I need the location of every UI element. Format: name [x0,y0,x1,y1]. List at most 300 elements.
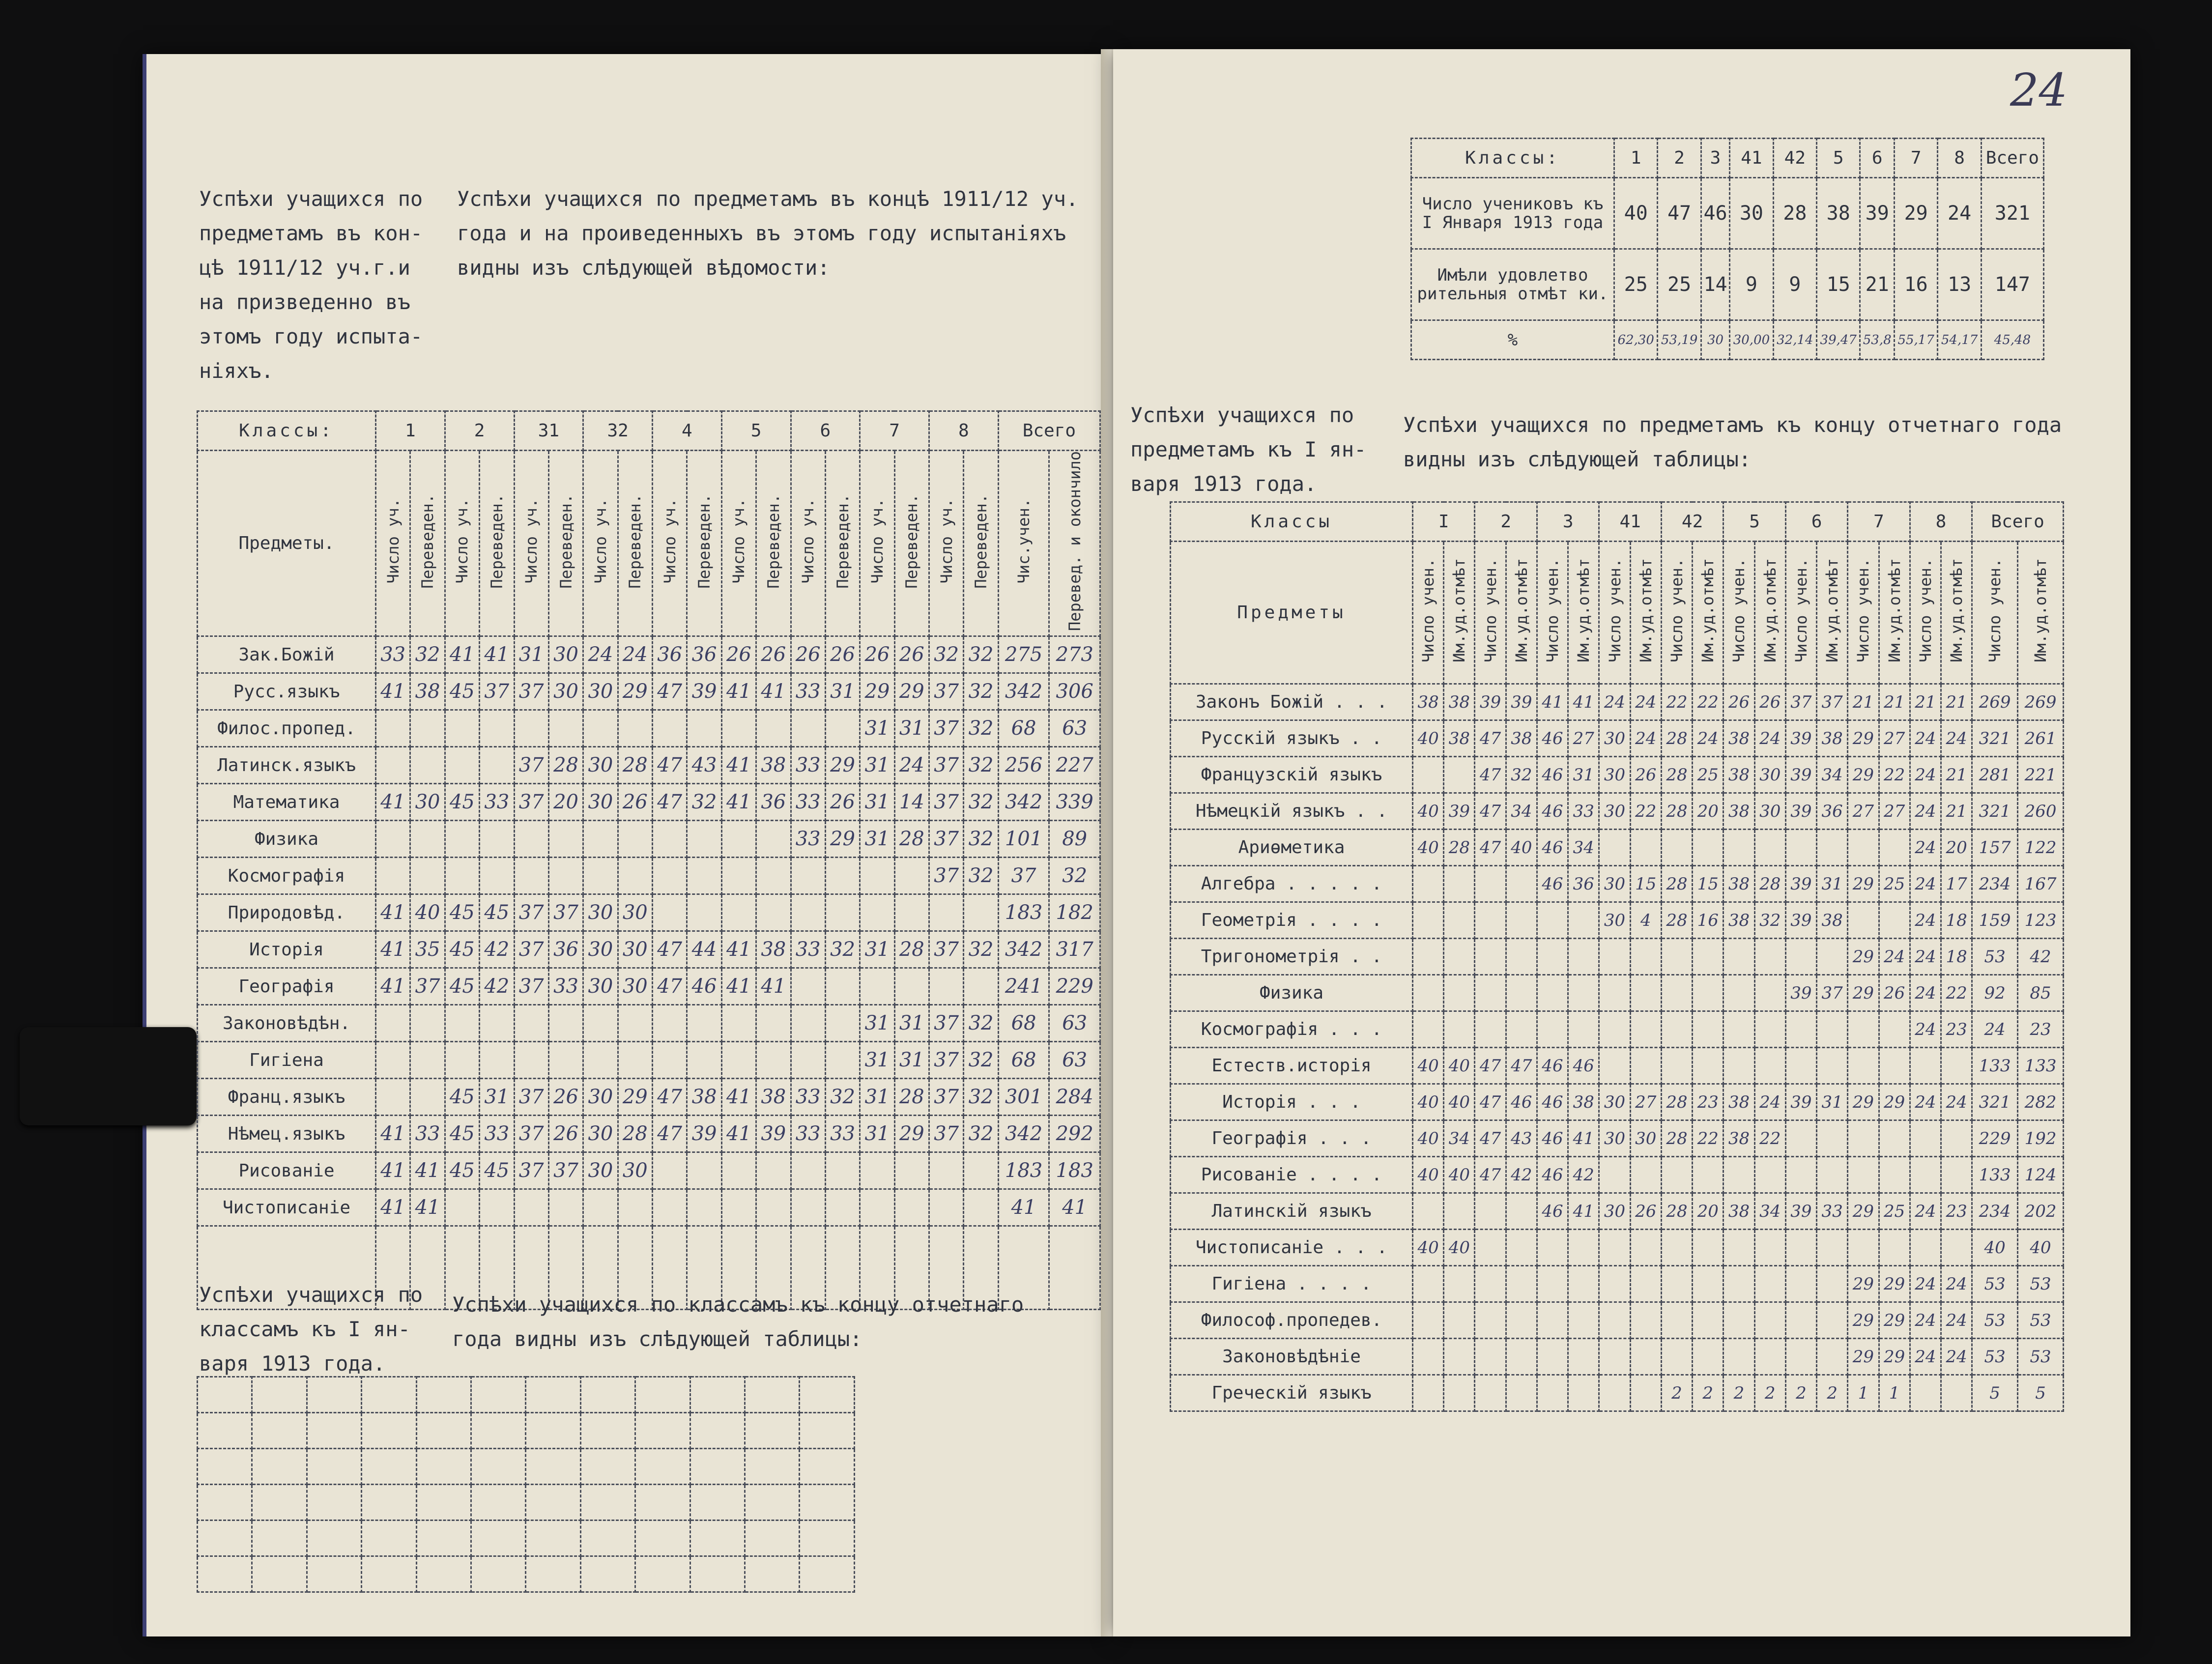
table2-value-cell: 34 [1754,1193,1785,1230]
table1-value-cell: 63 [1049,1042,1100,1079]
table1-value-cell: 41 [756,968,791,1005]
table2-value-cell: 29 [1879,1339,1910,1375]
table2-value-cell: 41 [1568,1193,1599,1230]
summary-row-label: Имѣли удовлетво рительныя отмѣт ки. [1411,249,1614,320]
table2-value-cell: 261 [2018,720,2064,757]
table2-subheader-label: Число учен. [1605,558,1624,662]
table1-value-cell: 28 [618,747,652,784]
blank-grid-cell [416,1449,471,1485]
blank-grid-cell [635,1521,690,1556]
table1-value-cell [721,821,756,858]
table2-subject-name: Гигіена . . . . [1171,1266,1413,1302]
table2-value-cell: 29 [1848,866,1879,902]
table2-value-cell: 28 [1754,866,1785,902]
blank-grid-cell [307,1521,361,1556]
table1-value-cell: 26 [548,1116,583,1152]
table1-value-cell [445,1005,479,1042]
table1-row [198,1116,1100,1152]
table2-value-cell: 43 [1506,1120,1537,1157]
table1-value-cell: 30 [548,673,583,710]
table2-value-cell: 2 [1693,1375,1724,1411]
table1-value-cell [860,894,894,931]
table1-value-cell [687,1152,721,1189]
table1-value-cell: 30 [583,1079,618,1116]
table2-class-header: 6 [1785,502,1847,542]
table1-value-cell: 41 [721,931,756,968]
table2-value-cell: 36 [1817,793,1848,830]
table2-value-cell: 22 [1754,1120,1785,1157]
table2-value-cell [1475,1266,1506,1302]
table2-subheader-label: Им.уд.отмѣт [1760,558,1780,662]
table2-total-label: Всего [1972,502,2064,542]
table2-value-cell [1568,902,1599,939]
table1-subheader-cell [618,451,652,636]
summary-value-cell: 28 [1773,178,1816,249]
blank-grid-cell [307,1413,361,1449]
blank-grid-cell [526,1449,580,1485]
table2-value-cell [1754,830,1785,866]
blank-grid-cell [635,1485,690,1521]
table2-value-cell [1444,1375,1475,1411]
table1-value-cell: 37 [929,1116,964,1152]
table1-value-cell [410,1005,445,1042]
table2-value-cell [1413,757,1444,793]
table2-value-cell [1848,902,1879,939]
table1-subheader-label: Переведен. [902,493,921,589]
table2-value-cell [1785,1230,1816,1266]
table2-value-cell [1506,1302,1537,1339]
table1-value-cell: 45 [445,1079,479,1116]
table2-value-cell: 20 [1941,830,1972,866]
table1-subheader-label: Число уч. [867,498,887,584]
table2-subject-name: Французскій языкъ [1171,757,1413,793]
table2-value-cell: 34 [1817,757,1848,793]
table2-value-cell: 33 [1568,793,1599,830]
table2-subject-name: Географія . . . [1171,1120,1413,1157]
table1-value-cell: 342 [998,673,1049,710]
table1-value-cell: 30 [583,1116,618,1152]
table1-value-cell: 47 [653,747,687,784]
table1-value-cell: 41 [1049,1189,1100,1226]
table2-value-cell [1506,866,1537,902]
table1-value-cell: 41 [376,784,410,821]
table2-value-cell [1785,1048,1816,1084]
table1-value-cell [894,858,929,894]
blank-grid-cell [252,1377,307,1413]
table1-value-cell: 32 [964,1079,998,1116]
table2-value-cell: 22 [1941,975,1972,1011]
table2-value-cell: 23 [1693,1084,1724,1120]
summary-value-cell: 25 [1614,249,1658,320]
table2-value-cell: 2 [1754,1375,1785,1411]
table2-value-cell: 29 [1848,1193,1879,1230]
blank-grid-cell [416,1413,471,1449]
table2-value-cell [1941,1048,1972,1084]
blank-grid-cell [416,1521,471,1556]
table1-value-cell: 32 [964,931,998,968]
table2-value-cell [1785,1157,1816,1193]
table2-subject-name: Русскій языкъ . . [1171,720,1413,757]
table1-value-cell: 31 [894,1005,929,1042]
table1-value-cell: 183 [1049,1152,1100,1189]
table2-value-cell: 31 [1817,866,1848,902]
table2-value-cell [1754,939,1785,975]
table1-value-cell: 41 [376,968,410,1005]
table2-value-cell [1754,1157,1785,1193]
table2-value-cell: 321 [1972,1084,2018,1120]
table1-value-cell: 30 [583,673,618,710]
table2-value-cell: 26 [1754,684,1785,720]
table1-value-cell [687,710,721,747]
table1-value-cell: 29 [894,1116,929,1152]
summary-value-cell: 53,8 [1860,320,1895,360]
table1-subheader-cell [548,451,583,636]
table2-subheader-label: Число учен. [1985,558,2005,662]
table2-value-cell: 24 [1910,902,1941,939]
table1-value-cell [756,821,791,858]
summary-value-cell: 45,48 [1981,320,2043,360]
table2-value-cell: 24 [1693,720,1724,757]
table1-value-cell [721,1189,756,1226]
table2-value-cell [1630,939,1661,975]
table2-value-cell: 39 [1785,793,1816,830]
table2-value-cell: 28 [1661,1120,1692,1157]
table2-value-cell: 29 [1848,720,1879,757]
table2-value-cell [1413,1375,1444,1411]
table2-value-cell [1817,1230,1848,1266]
table1-value-cell: 182 [1049,894,1100,931]
table1-value-cell: 37 [548,1152,583,1189]
table1-subheader-label: Число уч. [383,498,402,584]
table1-subheader-cell [583,451,618,636]
table2-value-cell [1630,1266,1661,1302]
table2-value-cell: 1 [1848,1375,1879,1411]
table2-value-cell [1630,1375,1661,1411]
table2-value-cell [1413,902,1444,939]
table1-value-cell: 42 [480,968,514,1005]
blank-grid-cell [416,1377,471,1413]
table1-subheader-cell [825,451,860,636]
table2-value-cell [1693,1302,1724,1339]
table1-value-cell: 45 [480,894,514,931]
table1-class-4: 4 [653,411,722,451]
right-intro: Успѣхи учащихся по предметамъ къ концу отчетнаго года видны изъ слѣдующей таблицы: [1403,413,2062,471]
table2-value-cell: 30 [1754,757,1785,793]
table1-value-cell [825,1042,860,1079]
table2-value-cell: 46 [1537,720,1568,757]
table1-value-cell: 37 [998,858,1049,894]
table1-value-cell: 26 [756,636,791,673]
table1-value-cell: 38 [756,931,791,968]
table1-value-cell: 29 [825,747,860,784]
table2-subject-name: Латинскій языкъ [1171,1193,1413,1230]
table2-subheader-cell [1724,542,1754,684]
blank-grid-cell [526,1377,580,1413]
table2-value-cell [1475,1230,1506,1266]
table2-value-cell: 39 [1785,1084,1816,1120]
table2-row [1171,939,2064,975]
table2-value-cell: 30 [1599,902,1630,939]
table2-value-cell: 47 [1475,1048,1506,1084]
table2-value-cell: 20 [1693,793,1724,830]
blank-grid-cell [471,1413,526,1449]
table2-value-cell: 23 [1941,1193,1972,1230]
table1-total-subheader-cell [1049,451,1100,636]
table2-value-cell: 40 [1413,1120,1444,1157]
table2-subheader-cell [1941,542,1972,684]
table1-value-cell: 41 [721,784,756,821]
table2-value-cell: 321 [1972,720,2018,757]
table2-value-cell: 31 [1568,757,1599,793]
table1-total-label: Всего [998,411,1100,451]
blank-grid-cell [580,1377,635,1413]
table2-value-cell: 29 [1848,939,1879,975]
blank-grid-cell [635,1449,690,1485]
blank-grid-cell [252,1485,307,1521]
table2-value-cell: 40 [1506,830,1537,866]
table2-value-cell [1661,830,1692,866]
table2-value-cell: 234 [1972,866,2018,902]
table2-value-cell: 24 [1754,1084,1785,1120]
table2-value-cell: 47 [1475,757,1506,793]
table1-subject-name: Зак.Божій [198,636,376,673]
table2-subheader-cell [1754,542,1785,684]
table2-value-cell: 38 [1413,684,1444,720]
table1-value-cell: 36 [687,636,721,673]
table2-value-cell [1599,1230,1630,1266]
table1-value-cell [687,858,721,894]
blank-grid-row [198,1413,855,1449]
table2-value-cell [1444,757,1475,793]
table2-value-cell: 40 [1413,720,1444,757]
table1-row [198,894,1100,931]
table2-value-cell [1910,1375,1941,1411]
table1-subheader-label: Число уч. [453,498,472,584]
table2-value-cell [1475,939,1506,975]
table2-subheader-label: Им.уд.отмѣт [1450,558,1469,662]
table2-value-cell [1817,1120,1848,1157]
table2-value-cell: 47 [1475,1084,1506,1120]
table2-value-cell: 38 [1724,793,1754,830]
table1-value-cell: 29 [618,1079,652,1116]
table2-value-cell [1817,939,1848,975]
table1-value-cell: 31 [894,710,929,747]
table2-value-cell: 24 [1910,866,1941,902]
table2-value-cell [1630,1048,1661,1084]
table1-subject-name: Гигіена [198,1042,376,1079]
table1-value-cell: 31 [825,673,860,710]
table2-value-cell [1506,975,1537,1011]
table2-value-cell [1475,975,1506,1011]
table1-value-cell: 26 [825,784,860,821]
table2-value-cell: 40 [2018,1230,2064,1266]
table1-subheader-cell [480,451,514,636]
blank-grid-cell [526,1413,580,1449]
table1-value-cell [583,710,618,747]
table1-value-cell: 30 [583,894,618,931]
table2-value-cell: 24 [1910,830,1941,866]
table1-value-cell: 32 [687,784,721,821]
table1-class-6: 6 [791,411,860,451]
summary-value-cell: 29 [1894,178,1937,249]
table1-value-cell: 35 [410,931,445,968]
table1-subheader-cell [687,451,721,636]
table2-value-cell: 36 [1568,866,1599,902]
table1-value-cell: 45 [480,1152,514,1189]
table2-value-cell [1599,1011,1630,1048]
table2-value-cell [1630,1230,1661,1266]
table2-value-cell: 38 [1724,902,1754,939]
table2-value-cell: 29 [1879,1084,1910,1120]
table2-value-cell: 27 [1630,1084,1661,1120]
table1-value-cell [791,1042,825,1079]
table2-subheader-cell [1599,542,1630,684]
blank-grid-cell [362,1449,416,1485]
table2-value-cell: 53 [2018,1266,2064,1302]
table1-value-cell [894,1152,929,1189]
table2-value-cell [1506,1230,1537,1266]
table2-subheader-cell [1910,542,1941,684]
table2-value-cell: 37 [1785,684,1816,720]
table1-value-cell: 28 [618,1116,652,1152]
blank-grid-cell [471,1521,526,1556]
table2-value-cell: 47 [1475,720,1506,757]
table2-value-cell [1661,1048,1692,1084]
table2-value-cell: 34 [1568,830,1599,866]
table1-subheader-label: Переведен. [626,493,645,589]
table2-value-cell: 47 [1475,830,1506,866]
blank-grid-cell [745,1449,800,1485]
table2-value-cell: 21 [1848,684,1879,720]
blank-grid-row [198,1556,855,1592]
table2-value-cell: 18 [1941,902,1972,939]
table1-value-cell: 32 [964,1005,998,1042]
table2-subheader-label: Число учен. [1916,558,1935,662]
table2-value-cell [1724,1266,1754,1302]
table2-value-cell [1537,1339,1568,1375]
table1-value-cell [445,710,479,747]
table2-value-cell: 24 [1910,1193,1941,1230]
table2-value-cell: 23 [2018,1011,2064,1048]
table1-value-cell [929,968,964,1005]
table1-value-cell: 40 [410,894,445,931]
table1-value-cell [653,894,687,931]
table1-value-cell: 29 [894,673,929,710]
table2-subheader-cell [1848,542,1879,684]
table2-value-cell [1630,1339,1661,1375]
table2-value-cell [1661,1230,1692,1266]
blank-grid-cell [198,1377,252,1413]
table1-value-cell: 33 [791,747,825,784]
table2-value-cell [1754,1266,1785,1302]
table1-value-cell [825,1189,860,1226]
table2-value-cell: 24 [1910,1266,1941,1302]
table2-value-cell: 29 [1879,1266,1910,1302]
table1-value-cell [618,858,652,894]
table1-value-cell [825,894,860,931]
table1-value-cell: 37 [514,1116,548,1152]
table1-value-cell: 31 [860,1116,894,1152]
summary-value-cell: 38 [1817,178,1860,249]
table1-value-cell [721,894,756,931]
blank-grid-row [198,1377,855,1413]
table1-value-cell: 256 [998,747,1049,784]
table2-value-cell [1444,1302,1475,1339]
table2-value-cell [1724,1011,1754,1048]
table1-value-cell: 292 [1049,1116,1100,1152]
table1-value-cell: 32 [825,1079,860,1116]
table2-value-cell [1568,939,1599,975]
table1-value-cell: 32 [964,784,998,821]
blank-grid-cell [690,1377,745,1413]
table1-subject-name: Филос.пропед. [198,710,376,747]
table2-subheader-label: Им.уд.отмѣт [1885,558,1904,662]
table2-value-cell: 30 [1599,1084,1630,1120]
table2-value-cell [1661,975,1692,1011]
table1-class-7: 7 [860,411,929,451]
left-blank-grid [197,1376,855,1593]
blank-grid-cell [580,1449,635,1485]
blank-grid-row [198,1485,855,1521]
table2-value-cell [1630,830,1661,866]
table2-value-cell: 29 [1848,1084,1879,1120]
table1-value-cell: 30 [618,968,652,1005]
table2-value-cell: 47 [1475,793,1506,830]
table1-value-cell: 41 [721,1079,756,1116]
table2-value-cell: 28 [1661,720,1692,757]
blank-grid-cell [800,1413,855,1449]
table2-value-cell [1724,1339,1754,1375]
table2-value-cell [1848,830,1879,866]
table2-row [1171,1157,2064,1193]
table2-value-cell [1879,1157,1910,1193]
table1-value-cell: 68 [998,1042,1049,1079]
blank-grid-cell [635,1413,690,1449]
binder-clip [20,1027,197,1125]
table2-value-cell: 38 [1444,720,1475,757]
table2-value-cell: 25 [1879,1193,1910,1230]
table2-value-cell: 40 [1444,1157,1475,1193]
table1-subject-name: Космографія [198,858,376,894]
table2-value-cell: 281 [1972,757,2018,793]
table2-subheader-cell [1537,542,1568,684]
table2-value-cell: 27 [1879,793,1910,830]
table1-value-cell [825,710,860,747]
table1-value-cell: 39 [756,1116,791,1152]
table2-value-cell [1879,1230,1910,1266]
table1-value-cell [756,710,791,747]
table2-value-cell: 24 [1630,684,1661,720]
blank-grid-cell [471,1449,526,1485]
table1-value-cell [860,858,894,894]
table2-value-cell: 26 [1879,975,1910,1011]
table2-value-cell [1475,1193,1506,1230]
table1-value-cell [756,858,791,894]
table2-value-cell: 2 [1724,1375,1754,1411]
table2-row [1171,1120,2064,1157]
table1-value-cell [653,858,687,894]
table1-value-cell: 33 [791,931,825,968]
table2-value-cell: 40 [1413,1084,1444,1120]
table1-value-cell: 20 [548,784,583,821]
table2-value-cell: 4 [1630,902,1661,939]
table1-row [198,1189,1100,1226]
table1-value-cell: 183 [998,894,1049,931]
table1-value-cell: 273 [1049,636,1100,673]
table2-value-cell: 269 [1972,684,2018,720]
table2-value-cell [1537,1230,1568,1266]
table2-value-cell: 28 [1661,1193,1692,1230]
